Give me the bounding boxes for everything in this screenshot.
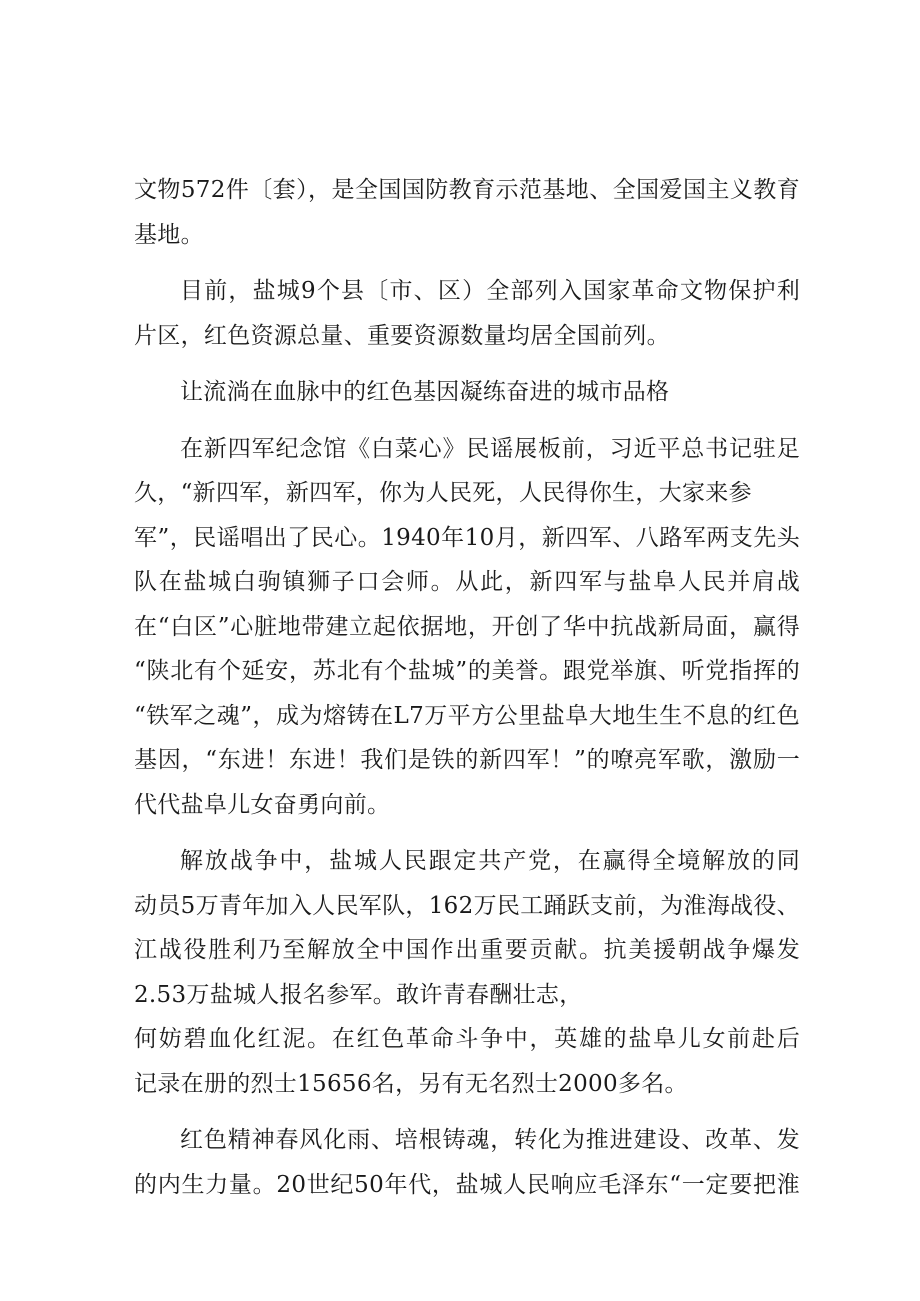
text-line: 在新四军纪念馆《白菜心》民谣展板前，习近平总书记驻足 — [180, 435, 800, 462]
text-line: 目前，盐城9个县〔市、区）全部列入国家革命文物保护利 — [180, 278, 800, 304]
text-line: 的内生力量。20世纪50年代，盐城人民响应毛泽东“一定要把淮 — [134, 1171, 800, 1198]
text-line: 文物572件〔套），是全国国防教育示范基地、全国爱国主义教育 — [134, 177, 800, 203]
text-line: 基因，“东进！东进！我们是铁的新四军！”的嘹亮军歌，激励一 — [134, 747, 800, 773]
text-line: “陕北有个延安，苏北有个盐城”的美誉。跟党举旗、听党指挥的 — [134, 658, 800, 684]
text-line: 在“白区”心脏地带建立起依据地，开创了华中抗战新局面，赢得 — [134, 613, 800, 640]
text-line: 片区，红色资源总量、重要资源数量均居全国前列。 — [134, 322, 670, 349]
text-line: 江战役胜利乃至解放全中国作出重要贡献。抗美援朝战争爆发 — [134, 937, 800, 963]
text-line: 久，“新四军，新四军，你为人民死，人民得你生，大家来参 — [134, 480, 752, 506]
document-body — [134, 168, 800, 1207]
text-line: 动员5万青年加入人民军队，162万民工踊跃支前，为淮海战役、 — [134, 892, 800, 919]
text-line: 红色精神春风化雨、培根铸魂，转化为推进建设、改革、发 — [180, 1127, 800, 1153]
text-line: 记录在册的烈士15656名，另有无名烈士2000多名。 — [134, 1070, 688, 1097]
text-line: 解放战争中，盐城人民跟定共产党，在赢得全境解放的同 — [180, 848, 800, 874]
text-line: 队在盐城白驹镇狮子口会师。从此，新四军与盐阜人民并肩战 — [134, 569, 800, 595]
text-line: 2.53万盐城人报名参军。敢许青春酬壮志， — [134, 981, 583, 1008]
section-heading: 让流淌在血脉中的红色基因凝练奋进的城市品格 — [180, 379, 670, 405]
text-line: 基地。 — [134, 221, 204, 248]
text-line: 代代盐阜儿女奋勇向前。 — [134, 791, 391, 818]
text-line: 军”，民谣唱出了民心。1940年10月，新四军、八路军两支先头 — [134, 524, 800, 551]
text-line: “铁军之魂”，成为熔铸在L7万平方公里盐阜大地生生不息的红色 — [134, 702, 800, 729]
text-line: 何妨碧血化红泥。在红色革命斗争中，英雄的盐阜儿女前赴后 — [134, 1026, 800, 1052]
